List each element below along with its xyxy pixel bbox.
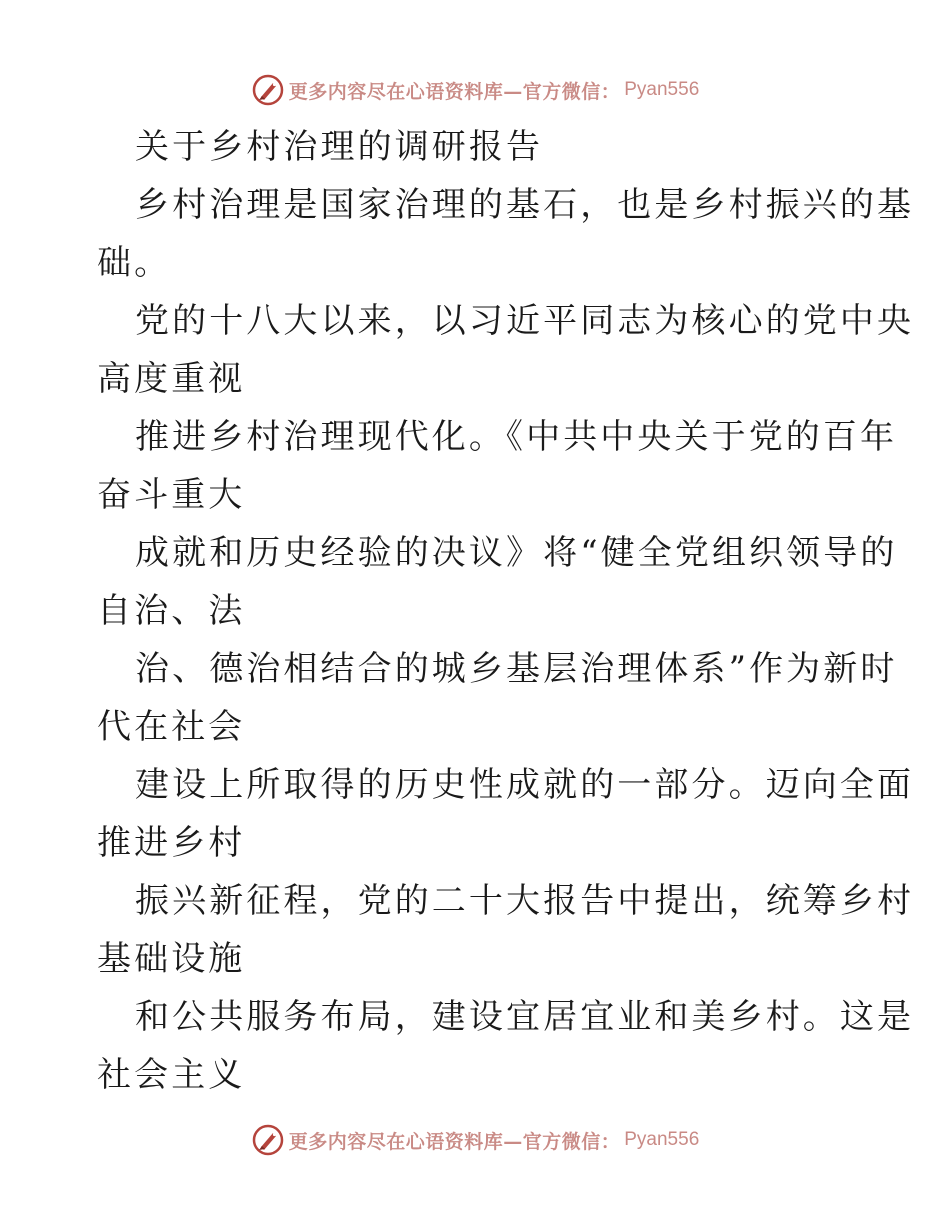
watermark-text: 更多内容尽在心语资料库—官方微信： bbox=[288, 80, 621, 103]
watermark-text: 更多内容尽在心语资料库—官方微信： bbox=[288, 1130, 621, 1153]
paragraph-line: 振兴新征程，党的二十大报告中提出，统筹乡村 bbox=[135, 881, 915, 921]
paragraph-line: 和公共服务布局，建设宜居宜业和美乡村。这是 bbox=[135, 997, 915, 1037]
paragraph-line: 高度重视 bbox=[97, 359, 246, 399]
paragraph-line: 代在社会 bbox=[97, 707, 246, 747]
paragraph-line: 党的十八大以来，以习近平同志为核心的党中央 bbox=[135, 301, 915, 341]
watermark-handle: Pyan556 bbox=[624, 79, 700, 100]
paragraph-line: 治、德治相结合的城乡基层治理体系”作为新时 bbox=[135, 649, 898, 689]
paragraph-line: 推进乡村 bbox=[97, 823, 246, 863]
paragraph-line: 乡村治理是国家治理的基石，也是乡村振兴的基 bbox=[135, 185, 915, 225]
paragraph-line: 社会主义 bbox=[97, 1055, 246, 1095]
paragraph-line: 奋斗重大 bbox=[97, 475, 246, 515]
footer-watermark bbox=[0, 1120, 950, 1160]
paragraph-line: 推进乡村治理现代化。《中共中央关于党的百年 bbox=[135, 417, 898, 457]
watermark-handle: Pyan556 bbox=[624, 1129, 700, 1150]
header-watermark bbox=[0, 70, 950, 110]
paragraph-line: 建设上所取得的历史性成就的一部分。迈向全面 bbox=[135, 765, 915, 805]
document-title: 关于乡村治理的调研报告 bbox=[135, 127, 544, 167]
pen-nib-logo-icon bbox=[251, 1123, 285, 1157]
paragraph-line: 基础设施 bbox=[97, 939, 246, 979]
document-body bbox=[97, 118, 915, 1104]
paragraph-line: 自治、法 bbox=[97, 591, 246, 631]
paragraph-line: 础。 bbox=[97, 243, 172, 283]
paragraph-line: 成就和历史经验的决议》将“健全党组织领导的 bbox=[135, 533, 898, 573]
pen-nib-logo-icon bbox=[251, 73, 285, 107]
